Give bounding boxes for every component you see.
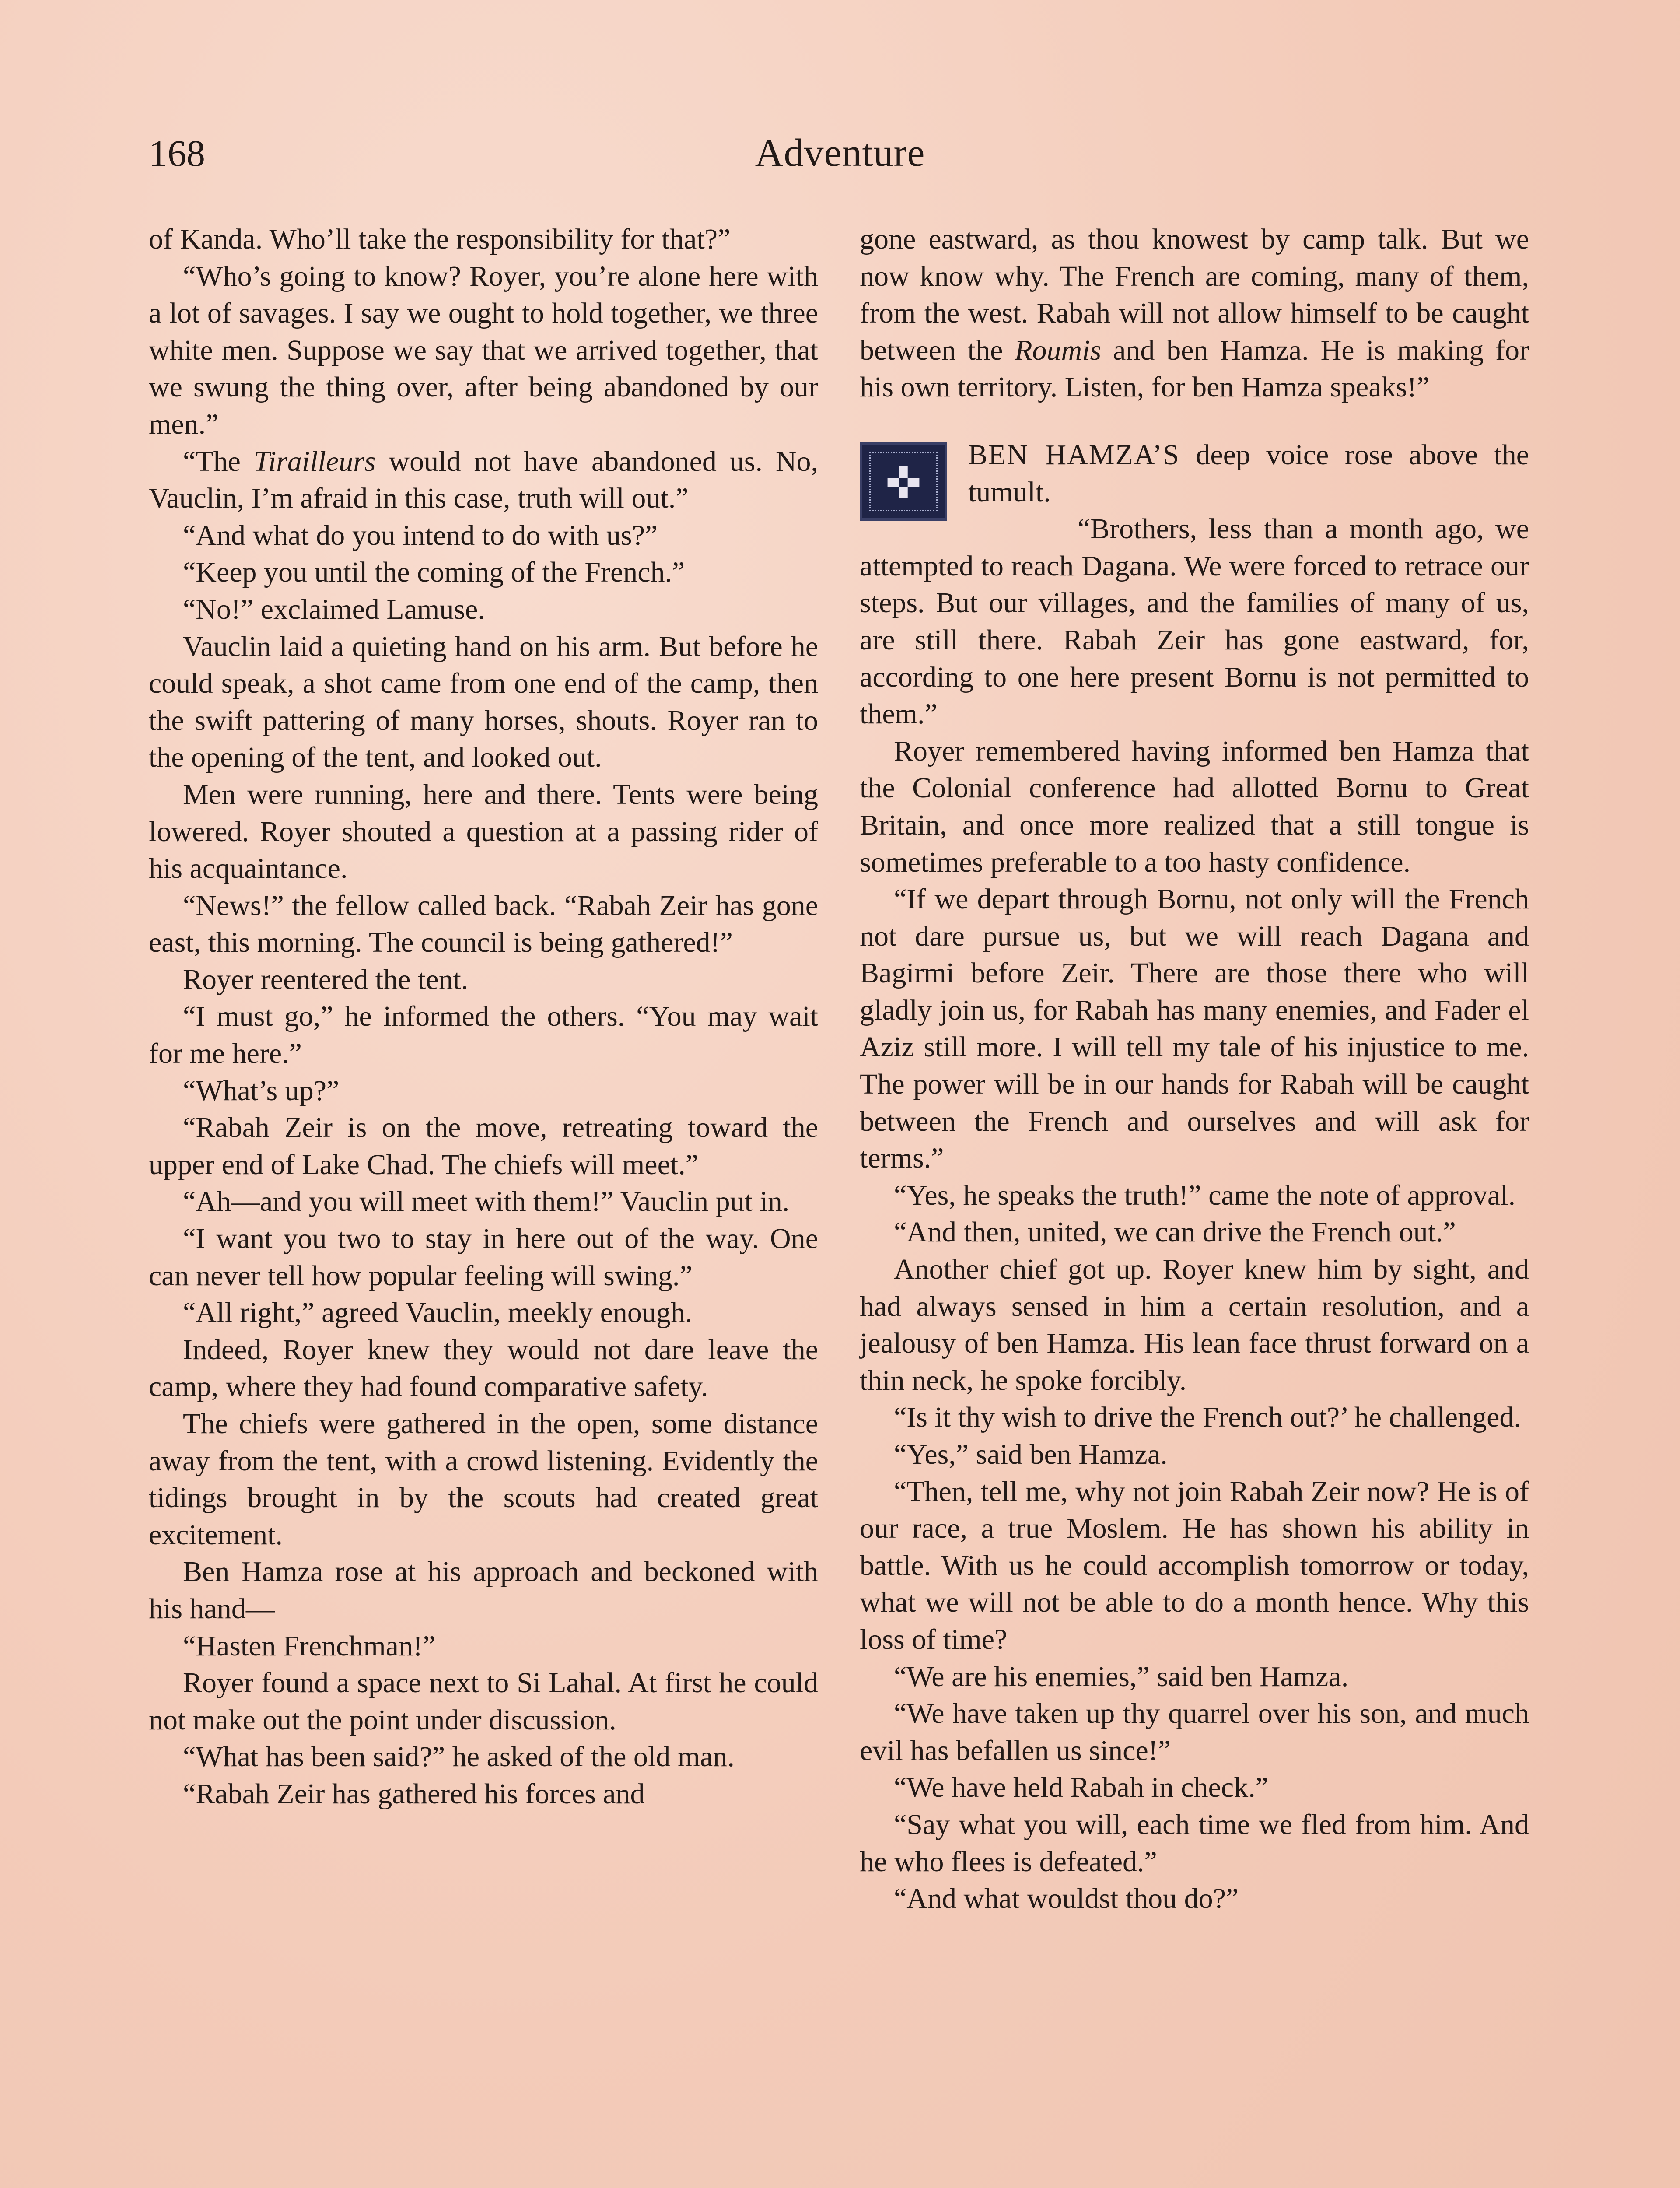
paragraph: “Then, tell me, why not join Rabah Zeir now? He is of our race, a true Moslem. He has shown his ability in battle. With us he could accomplish tomorrow or today, what we will not be able to do a month hence. Why this loss of time? bbox=[860, 1475, 1529, 1655]
right-column bbox=[860, 221, 1529, 1918]
page-number: 168 bbox=[149, 132, 205, 174]
paragraph: “I want you two to stay in here out of the way. One can never tell how popular feeling will swing.” bbox=[149, 1223, 818, 1292]
paragraph: “I must go,” he informed the others. “You may wait for me here.” bbox=[149, 1000, 818, 1070]
paragraph: “And what do you intend to do with us?” bbox=[183, 519, 658, 551]
paragraph: Ben Hamza rose at his approach and beckoned with his hand— bbox=[149, 1556, 818, 1625]
paragraph: “News!” the fellow called back. “Rabah Zeir has gone east, this morning. The council is being gathered!” bbox=[149, 889, 818, 959]
ornament-icon bbox=[860, 442, 947, 521]
paragraph: “What’s up?” bbox=[183, 1074, 340, 1107]
paragraph: Royer found a space next to Si Lahal. At first he could not make out the point under discussion. bbox=[149, 1667, 818, 1736]
paragraph: Men were running, here and there. Tents were being lowered. Royer shouted a question at a passing rider of his acquaintance. bbox=[149, 778, 818, 885]
paragraph: The chiefs were gathered in the open, some distance away from the tent, with a crowd listening. Evidently the tidings brought in by the scouts had created great excitement. bbox=[149, 1408, 818, 1551]
paragraph: Royer reentered the tent. bbox=[183, 963, 469, 996]
paragraph: gone eastward, as thou knowest by camp talk. But we now know why. The French are coming, many of them, from the west. Rabah will not allow himself to be caught between the Roumis and ben Hamza. He is making for his own territory. Listen, for ben Hamza speaks!” bbox=[860, 223, 1530, 403]
paragraph: “We have taken up thy quarrel over his son, and much evil has befallen us since!” bbox=[860, 1697, 1529, 1767]
paragraph: “Yes,” said ben Hamza. bbox=[894, 1438, 1168, 1470]
paragraph: “And then, united, we can drive the French out.” bbox=[894, 1216, 1456, 1248]
paragraph: “Hasten Frenchman!” bbox=[183, 1630, 436, 1662]
paragraph: “The Tirailleurs would not have abandoned us. No, Vauclin, I’m afraid in this case, truth will out.” bbox=[149, 445, 819, 515]
drop-cap-lead: BEN HAMZA’S bbox=[968, 438, 1180, 471]
paragraph: “Yes, he speaks the truth!” came the note of approval. bbox=[894, 1179, 1516, 1211]
paragraph: “Is it thy wish to drive the French out?’ he challenged. bbox=[894, 1401, 1521, 1434]
paragraph: of Kanda. Who’ll take the responsibility for that?” bbox=[149, 223, 731, 255]
italic-term: Roumis bbox=[1015, 334, 1102, 366]
paragraph: “No!” exclaimed Lamuse. bbox=[183, 593, 485, 625]
paragraph: “We have held Rabah in check.” bbox=[894, 1771, 1268, 1804]
paragraph: Vauclin laid a quieting hand on his arm. But before he could speak, a shot came from one end of the camp, then the swift pattering of many horses, shouts. Royer ran to the opening of the tent, and looked out. bbox=[149, 630, 818, 774]
paragraph: “And what wouldst thou do?” bbox=[894, 1883, 1239, 1915]
paragraph: “What has been said?” he asked of the old man. bbox=[183, 1741, 735, 1773]
drop-cap-block bbox=[860, 442, 952, 525]
paragraph: “Keep you until the coming of the French.” bbox=[183, 556, 685, 589]
paragraph: “Rabah Zeir has gathered his forces and bbox=[183, 1778, 645, 1810]
magazine-title: Adventure bbox=[755, 131, 925, 175]
left-column bbox=[149, 221, 818, 1813]
paragraph: “All right,” agreed Vauclin, meekly enough. bbox=[183, 1297, 693, 1329]
paragraph: “Who’s going to know? Royer, you’re alone here with a lot of savages. I say we ought to hold together, we three white men. Suppose we say that we arrived together, that we swung the thing over, after being abandoned by our men.” bbox=[149, 260, 818, 440]
paragraph: “We are his enemies,” said ben Hamza. bbox=[894, 1660, 1349, 1693]
italic-term: Tirailleurs bbox=[253, 445, 376, 477]
paragraph: Another chief got up. Royer knew him by sight, and had always sensed in him a certain resolution, and a jealousy of ben Hamza. His lean face thrust forward on a thin neck, he spoke forcibly. bbox=[860, 1253, 1529, 1396]
paragraph: “If we depart through Bornu, not only will the French not dare pursue us, but we will reach Dagana and Bagirmi before Zeir. There are those there who will gladly join us, for Rabah has many enemies, and Fader el Aziz still more. I will tell my tale of his injustice to me. The power will be in our hands for Rabah will be caught between the French and ourselves and will ask for terms.” bbox=[860, 883, 1529, 1175]
paragraph: “Say what you will, each time we fled from him. And he who flees is defeated.” bbox=[860, 1808, 1529, 1878]
paragraph: “Rabah Zeir is on the move, retreating toward the upper end of Lake Chad. The chiefs will meet.” bbox=[149, 1112, 818, 1181]
paragraph: “Brothers, less than a month ago, we attempted to reach Dagana. We were forced to retrace our steps. But our villages, and the families of many of us, are still there. Rabah Zeir has gone eastward, for, according to one here present Bornu is not permitted to them.” bbox=[860, 513, 1529, 730]
drop-cap-paragraph: ✜ BEN HAMZA’S deep voice rose above the tumult. bbox=[860, 437, 1529, 511]
page-header bbox=[149, 123, 1531, 184]
paragraph: Indeed, Royer knew they would not dare leave the camp, where they had found comparative safety. bbox=[149, 1333, 818, 1403]
paragraph: “Ah—and you will meet with them!” Vauclin put in. bbox=[183, 1185, 790, 1218]
paragraph: Royer remembered having informed ben Hamza that the Colonial conference had allotted Bornu to Great Britain, and once more realized that a still tongue is sometimes preferable to a too hasty confidence. bbox=[860, 735, 1529, 878]
